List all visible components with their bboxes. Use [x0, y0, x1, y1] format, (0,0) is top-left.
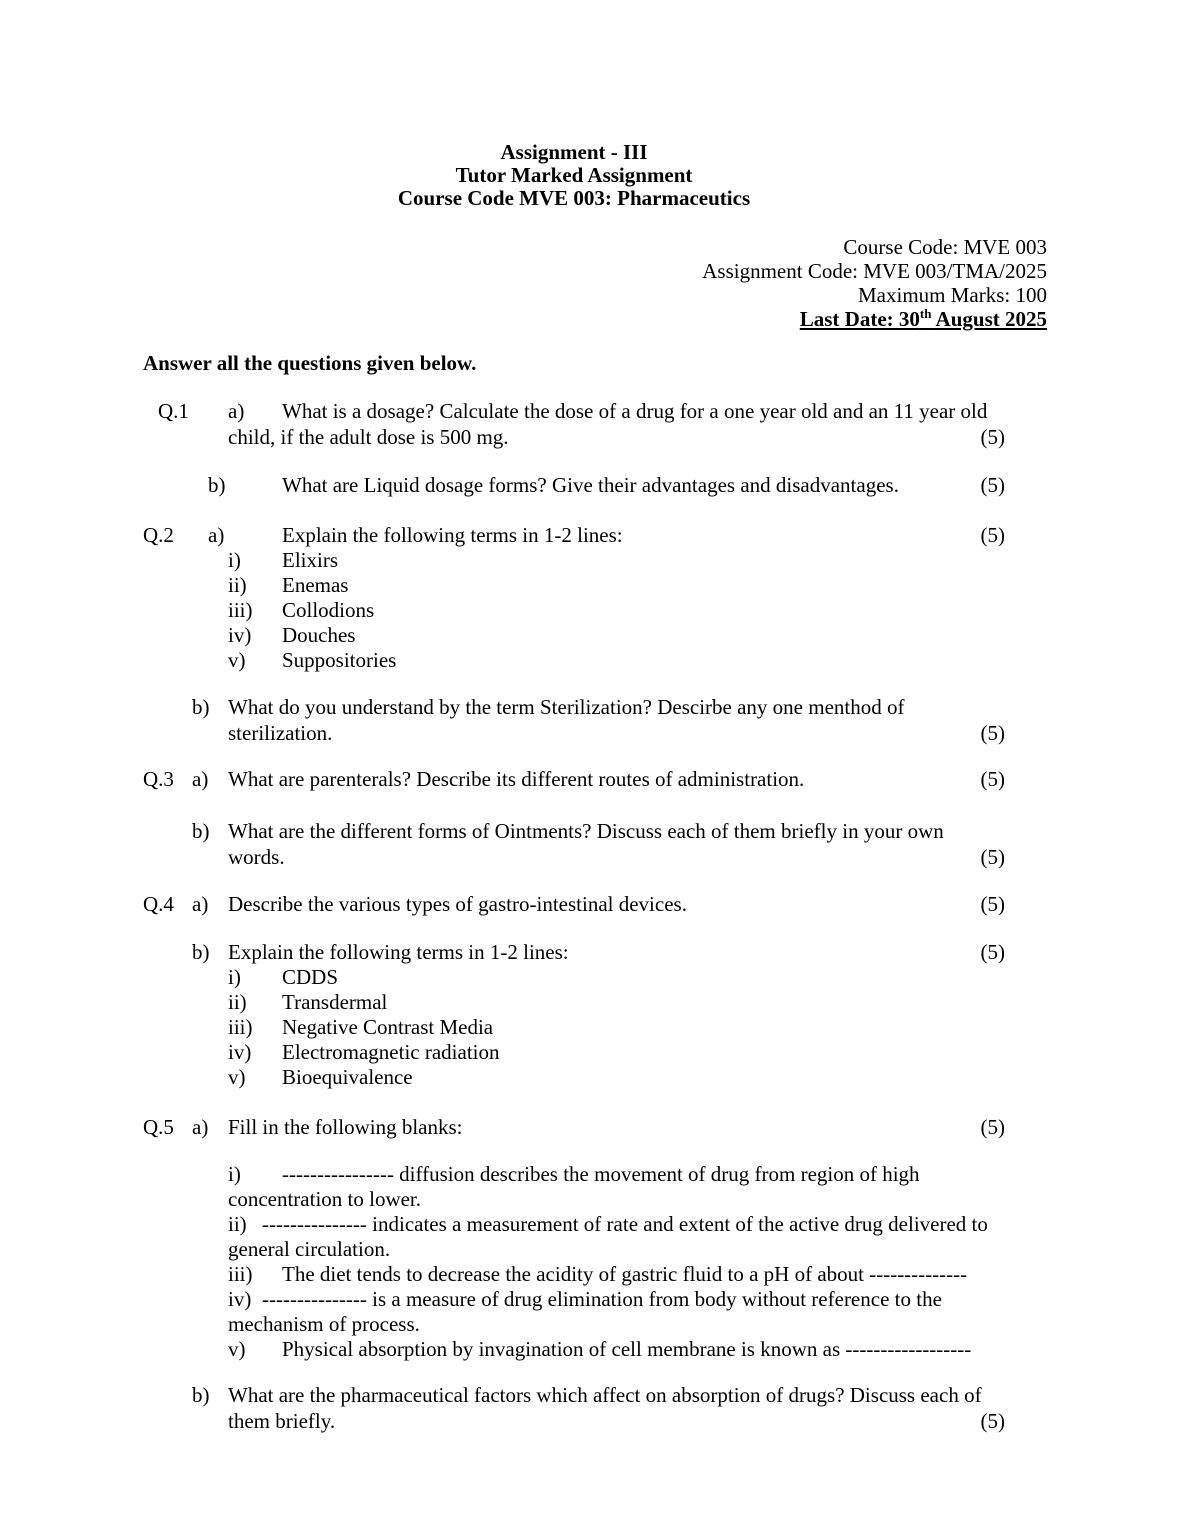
question-3-number: Q.3: [143, 767, 174, 791]
part-label-4a: a): [192, 892, 209, 916]
question-4b: [192, 939, 1005, 965]
title-line-tma: Tutor Marked Assignment: [455, 163, 693, 187]
marks-2a: (5): [980, 523, 1005, 547]
subitem-text: Enemas: [282, 573, 349, 597]
subitem-text: CDDS: [282, 965, 339, 989]
question-2a-subitems: [228, 548, 1005, 673]
subitem-label: ii): [228, 990, 247, 1014]
subitem-text: Suppositories: [282, 648, 397, 672]
question-2b: [192, 694, 1005, 746]
question-3b: [192, 818, 1005, 870]
assignment-meta: [143, 235, 1047, 331]
title-line-assignment: Assignment - III: [500, 140, 648, 164]
subitem-bioequivalence: [228, 1065, 1005, 1090]
blank-label: iv): [228, 1287, 252, 1311]
question-5a: [143, 1114, 1005, 1140]
part-label-2a: a): [208, 523, 225, 547]
subitem-enemas: [228, 573, 1005, 598]
subitem-collodions: [228, 598, 1005, 623]
subitem-label: iii): [228, 1015, 253, 1039]
question-5b: [192, 1382, 1005, 1434]
question-3a: [143, 766, 1005, 792]
blank-item-passive-diffusion: [228, 1162, 1005, 1212]
subitem-douches: [228, 623, 1005, 648]
blank-label: iii): [228, 1262, 253, 1286]
last-date-suffix: August 2025: [931, 307, 1047, 331]
blank-text: --------------- indicates a measurement of rate and extent of the active drug delivered to general circulation.: [228, 1212, 988, 1261]
question-5a-blanks: [228, 1162, 1005, 1362]
marks-5b: (5): [980, 1409, 1005, 1433]
question-4-number: Q.4: [143, 892, 174, 916]
question-2a-text: Explain the following terms in 1-2 lines:: [282, 523, 623, 547]
marks-3a: (5): [980, 767, 1005, 791]
blank-item-bioavailability: [228, 1212, 1005, 1262]
subitem-elixirs: [228, 548, 1005, 573]
question-3a-text: What are parenterals? Describe its different routes of administration.: [228, 767, 805, 791]
assignment-page: [143, 0, 1047, 1434]
subitem-text: Elixirs: [282, 548, 338, 572]
marks-1b: (5): [980, 473, 1005, 497]
question-5b-text: What are the pharmaceutical factors which affect on absorption of drugs? Discuss each of them briefly.: [228, 1383, 982, 1433]
subitem-negative-contrast-media: [228, 1015, 1005, 1040]
blank-label: v): [228, 1337, 246, 1361]
subitem-label: v): [228, 1065, 246, 1089]
subitem-label: i): [228, 965, 241, 989]
subitem-cdds: [228, 965, 1005, 990]
marks-4b: (5): [980, 940, 1005, 964]
instruction-text: Answer all the questions given below.: [143, 351, 477, 375]
blank-item-drug-elimination: [228, 1287, 1005, 1337]
question-4a-text: Describe the various types of gastro-intestinal devices.: [228, 892, 687, 916]
question-5-number: Q.5: [143, 1115, 174, 1139]
part-label-1a: a): [228, 399, 245, 423]
blank-text: The diet tends to decrease the acidity of gastric fluid to a pH of about --------------: [282, 1262, 968, 1286]
question-1b-text: What are Liquid dosage forms? Give their advantages and disadvantages.: [282, 473, 899, 497]
question-4a: [143, 891, 1005, 917]
document-title: [143, 0, 1005, 210]
blank-label: i): [228, 1162, 241, 1186]
part-label-4b: b): [192, 940, 210, 964]
blank-label: ii): [228, 1212, 247, 1236]
maximum-marks: Maximum Marks: 100: [858, 283, 1047, 307]
marks-3b: (5): [980, 845, 1005, 869]
subitem-label: iv): [228, 623, 252, 647]
question-1a-text: What is a dosage? Calculate the dose of a drug for a one year old and an 11 year old child, if the adult dose is 500 mg.: [228, 399, 988, 449]
marks-1a: (5): [980, 425, 1005, 449]
subitem-suppositories: [228, 648, 1005, 673]
subitem-text: Douches: [282, 623, 356, 647]
question-4b-subitems: [228, 965, 1005, 1090]
marks-2b: (5): [980, 721, 1005, 745]
question-4b-text: Explain the following terms in 1-2 lines:: [228, 940, 569, 964]
blank-item-gastric-ph: [228, 1262, 1005, 1287]
subitem-electromagnetic-radiation: [228, 1040, 1005, 1065]
subitem-text: Collodions: [282, 598, 375, 622]
blank-text: ---------------- diffusion describes the movement of drug from region of high concentration to lower.: [228, 1162, 920, 1211]
marks-4a: (5): [980, 892, 1005, 916]
question-2-number: Q.2: [143, 523, 174, 547]
subitem-label: ii): [228, 573, 247, 597]
question-5a-text: Fill in the following blanks:: [228, 1115, 463, 1139]
title-line-course: Course Code MVE 003: Pharmaceutics: [397, 186, 751, 210]
question-1-number: Q.1: [158, 399, 189, 423]
part-label-5a: a): [192, 1115, 209, 1139]
part-label-5b: b): [192, 1383, 210, 1407]
last-date-prefix: Last Date: 30: [799, 307, 920, 331]
question-2a: [143, 522, 1005, 548]
question-3b-text: What are the different forms of Ointments? Discuss each of them briefly in your own words.: [228, 819, 944, 869]
ordinal-superscript: th: [919, 306, 932, 321]
part-label-1b: b): [208, 473, 226, 497]
subitem-text: Bioequivalence: [282, 1065, 413, 1089]
subitem-label: i): [228, 548, 241, 572]
subitem-text: Electromagnetic radiation: [282, 1040, 500, 1064]
marks-5a: (5): [980, 1115, 1005, 1139]
subitem-label: iii): [228, 598, 253, 622]
part-label-3a: a): [192, 767, 209, 791]
subitem-transdermal: [228, 990, 1005, 1015]
subitem-label: v): [228, 648, 246, 672]
question-2b-text: What do you understand by the term Sterilization? Descirbe any one menthod of sterilization.: [228, 695, 905, 745]
question-1b: [208, 472, 1005, 498]
course-code: Course Code: MVE 003: [843, 235, 1047, 259]
part-label-2b: b): [192, 695, 210, 719]
question-1a: [158, 398, 1005, 450]
part-label-3b: b): [192, 819, 210, 843]
blank-item-invagination: [228, 1337, 1005, 1362]
last-date: [143, 307, 1047, 331]
subitem-text: Negative Contrast Media: [282, 1015, 494, 1039]
blank-text: --------------- is a measure of drug elimination from body without reference to the mechanism of process.: [228, 1287, 942, 1336]
subitem-label: iv): [228, 1040, 252, 1064]
blank-text: Physical absorption by invagination of cell membrane is known as ------------------: [282, 1337, 972, 1361]
assignment-code: Assignment Code: MVE 003/TMA/2025: [702, 259, 1047, 283]
subitem-text: Transdermal: [282, 990, 388, 1014]
